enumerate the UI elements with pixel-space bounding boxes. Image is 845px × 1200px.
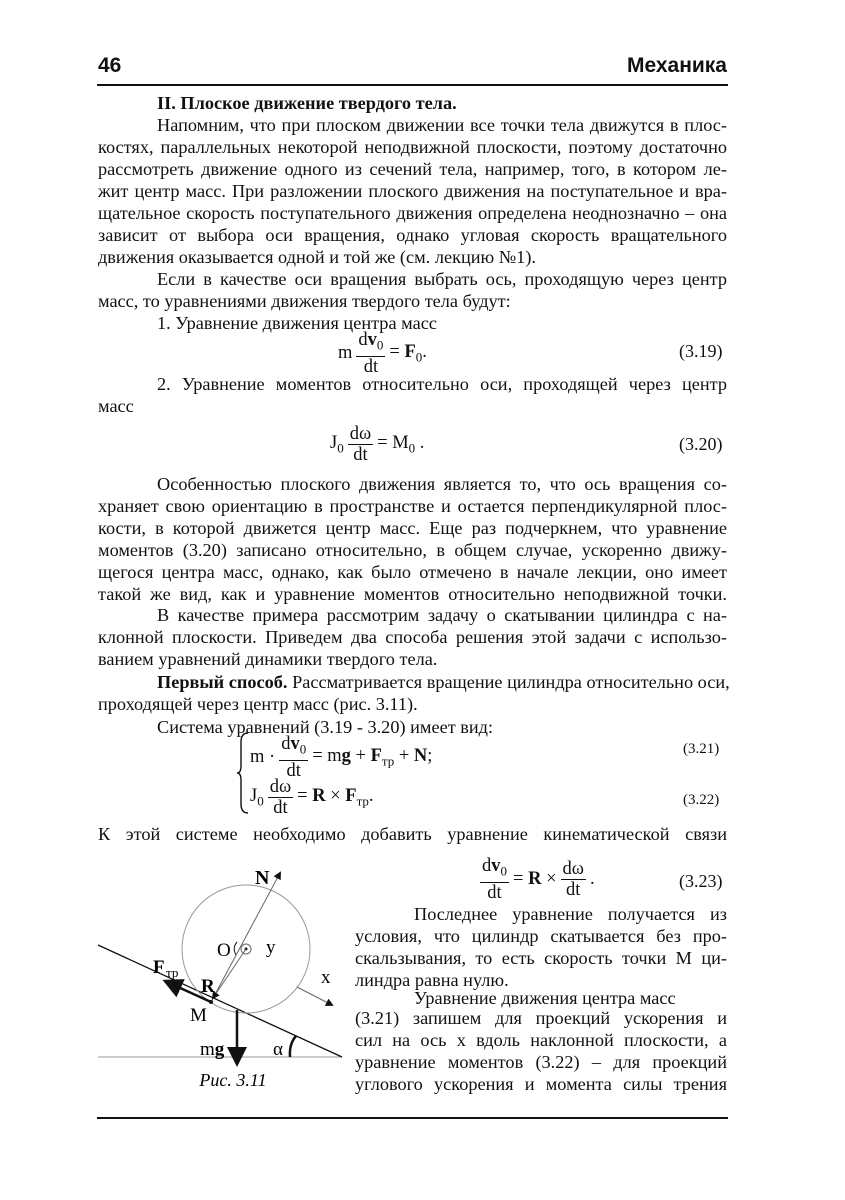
text-line: масс, то уравнениями движения твердого тела будут: xyxy=(98,291,511,311)
equation-3-22: $J_0$ $\frac{d\omega}{dt}$ = $R \times F_{тр}$. xyxy=(250,777,374,818)
footer-rule xyxy=(97,1117,728,1119)
text-line: В качестве примера рассмотрим задачу о скатывании цилиндра с на- xyxy=(157,605,727,625)
page-number: 46 xyxy=(98,54,122,77)
text-line: кости, в которой движется центр масс. Еще раз подчеркнем, что уравнение xyxy=(98,518,727,538)
text-line: щегося центра масс, однако, как было отмечено в начале лекции, оно имеет xyxy=(98,562,727,582)
text-line: Особенностью плоского движения является то, что ось вращения со- xyxy=(157,474,727,494)
equation-number: (3.22) xyxy=(683,792,720,808)
text-line: Система уравнений (3.19 - 3.20) имеет вид: xyxy=(157,717,494,737)
label-x: x xyxy=(321,967,331,988)
text-line: храняет свою ориентацию в пространстве и остается перпендикулярной плос- xyxy=(98,496,727,516)
label-R: R xyxy=(201,976,215,997)
text-line: углового ускорения и момента силы трения xyxy=(355,1074,727,1094)
equation-3-21: m · $\frac{dv_0}{dt}$ = mg + $F_{тр} + N$; xyxy=(250,734,433,781)
text-line: такой же вид, как и уравнение моментов относительно неподвижной точки. xyxy=(98,584,727,604)
text-line: движения оказывается одной и той же (см. лекцию №1). xyxy=(98,247,536,267)
label-alpha: α xyxy=(273,1039,283,1060)
equation-3-19: m $\frac{dv_0}{dt}$ = $F_0$. xyxy=(338,330,427,377)
text-line: Напомним, что при плоском движении все точки тела движутся в плос- xyxy=(157,115,727,135)
bold-lead: Первый способ. xyxy=(157,672,288,692)
text-line: жит центр масс. При разложении плоского движения на поступательное и вра- xyxy=(98,181,727,201)
label-y: y xyxy=(266,937,276,958)
section-heading: II. Плоское движение твердого тела. xyxy=(157,93,457,113)
text-line: Если в качестве оси вращения выбрать ось, проходящую через центр xyxy=(157,269,727,289)
text-line: моментов (3.20) записано относительно, в общем случае, ускоренно движу- xyxy=(98,540,727,560)
label-M: M xyxy=(190,1005,207,1026)
text-line: ванием уравнений динамики твердого тела. xyxy=(98,649,438,669)
label-N: N xyxy=(255,867,270,889)
equation-number: (3.20) xyxy=(679,434,723,454)
text-line: Последнее уравнение получается из xyxy=(414,904,727,924)
text-line: К этой системе необходимо добавить уравнение кинематической связи xyxy=(98,824,727,844)
text-line: Уравнение движения центра масс xyxy=(414,988,676,1008)
label-O: O xyxy=(217,940,231,961)
text-line: костях, параллельных некоторой неподвижной плоскости, поэтому достаточно xyxy=(98,137,727,157)
text-line: (3.21) запишем для проекций ускорения и xyxy=(355,1008,727,1028)
equation-3-23: $\frac{dv_0}{dt}$ = R × $\frac{d\omega}{dt}$ . xyxy=(482,856,595,903)
text-line: проходящей через центр масс (рис. 3.11). xyxy=(98,694,418,714)
text-line: условия, что цилиндр скатывается без про- xyxy=(355,926,727,946)
text-line: сил на ось x вдоль наклонной плоскости, а xyxy=(355,1030,727,1050)
label-tr: тр xyxy=(166,965,179,980)
text-line: скальзывания, то есть скорость точки М ци- xyxy=(355,948,727,968)
equation-number: (3.21) xyxy=(683,741,720,757)
text-line: щательное скорость поступательного движения определена неоднозначно – она xyxy=(98,203,727,223)
equation-number: (3.23) xyxy=(679,871,723,891)
text-span: Рассматривается вращение цилиндра относительно оси, xyxy=(287,672,730,692)
figure-caption: Рис. 3.11 xyxy=(199,1070,267,1090)
label-F: F xyxy=(153,957,165,978)
text-line: 1. Уравнение движения центра масс xyxy=(157,313,437,333)
text-line: масс xyxy=(98,396,134,416)
text-line: рассмотреть движение одного из сечений тела, например, того, в котором ле- xyxy=(98,159,727,179)
text-line: линдра равна нулю. xyxy=(355,970,509,990)
text-line: 2. Уравнение моментов относительно оси, проходящей через центр xyxy=(157,374,727,394)
equation-number: (3.19) xyxy=(679,341,723,361)
label-mg: mg xyxy=(200,1039,225,1060)
equation-3-20: $J_0$ $\frac{d\omega}{dt}$ = $M_0$ . xyxy=(330,424,425,465)
text-line: клонной плоскости. Приведем два способа решения этой задачи с использо- xyxy=(98,627,727,647)
text-line: уравнение моментов (3.22) – для проекций xyxy=(355,1052,727,1072)
section-title: Механика xyxy=(626,54,727,77)
text-line: зависит от выбора оси вращения, однако угловая скорость вращательного xyxy=(98,225,727,245)
